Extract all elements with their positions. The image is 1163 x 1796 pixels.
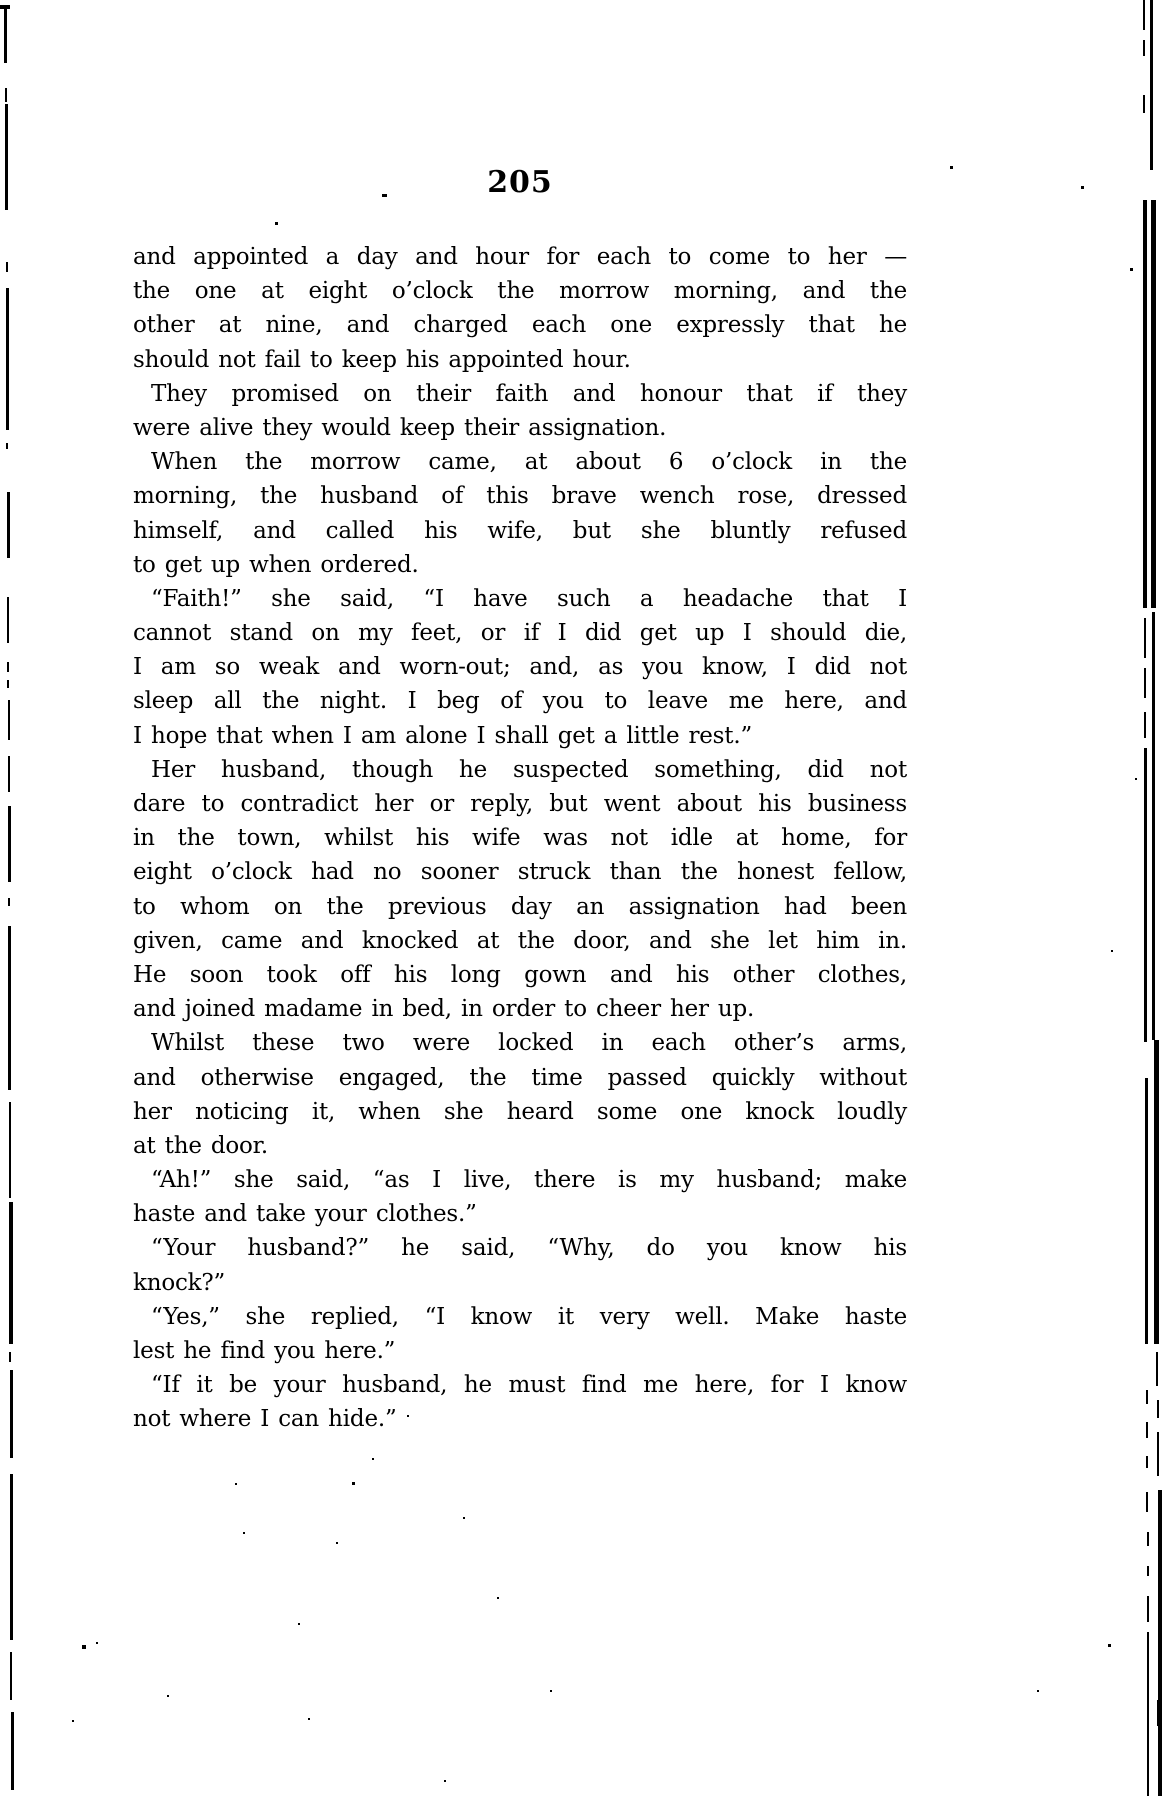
- text-line: should not fail to keep his appointed hour.: [133, 346, 631, 373]
- scan-artifact-mark: [1150, 0, 1153, 170]
- text-line: cannot stand on my feet, or if I did get up I should die,: [133, 620, 907, 647]
- text-line: “Yes,” she replied, “I know it very well. Make haste: [151, 1303, 907, 1330]
- scan-artifact-mark: [463, 1517, 465, 1519]
- text-line: and joined madame in bed, in order to cheer her up.: [133, 996, 755, 1023]
- text-line: her noticing it, when she heard some one knock loudly: [133, 1098, 907, 1125]
- scan-artifact-mark: [1143, 95, 1145, 113]
- scan-artifact-mark: [1146, 1390, 1148, 1404]
- scan-artifact-mark: [1147, 1632, 1149, 1796]
- scan-artifact-mark: [167, 1695, 169, 1697]
- scan-artifact-mark: [1143, 40, 1145, 56]
- scan-artifact-mark: [8, 926, 11, 1090]
- scan-artifact-mark: [10, 1474, 13, 1640]
- scan-artifact-mark: [8, 806, 11, 882]
- text-line: haste and take your clothes.”: [133, 1201, 477, 1228]
- scan-artifact-mark: [9, 1352, 11, 1362]
- scan-artifact-mark: [8, 700, 10, 740]
- text-line: I am so weak and worn-out; and, as you know, I did not: [133, 654, 907, 681]
- scan-artifact-mark: [1146, 1422, 1148, 1438]
- text-line: “Your husband?” he said, “Why, do you know his: [151, 1235, 907, 1262]
- scan-artifact-mark: [1144, 712, 1146, 738]
- text-line: When the morrow came, at about 6 o’clock in the: [151, 449, 907, 476]
- scan-artifact-mark: [1146, 1456, 1148, 1468]
- text-line: not where I can hide.”: [133, 1406, 397, 1433]
- text-line: “Faith!” she said, “I have such a headache that I: [151, 585, 907, 612]
- scan-artifact-mark: [1146, 1492, 1148, 1512]
- scan-artifact-mark: [298, 1623, 300, 1625]
- scan-artifact-mark: [1147, 1596, 1149, 1622]
- scan-artifact-mark: [1143, 0, 1145, 30]
- scan-artifact-mark: [243, 1532, 245, 1534]
- text-line: other at nine, and charged each one expressly that he: [133, 312, 907, 339]
- scan-artifact-mark: [1111, 950, 1113, 952]
- scan-artifact-mark: [8, 756, 10, 792]
- scan-artifact-mark: [352, 1482, 355, 1485]
- scan-artifact-mark: [372, 1458, 374, 1460]
- scan-artifact-mark: [1157, 1432, 1159, 1476]
- text-line: Whilst these two were locked in each other’s arms,: [151, 1030, 907, 1057]
- text-line: morning, the husband of this brave wench rose, dressed: [133, 483, 907, 510]
- text-line: were alive they would keep their assignation.: [133, 414, 667, 441]
- scan-artifact-mark: [1108, 1644, 1111, 1647]
- scan-artifact-mark: [1154, 1040, 1159, 1344]
- scan-artifact-mark: [6, 443, 8, 449]
- text-line: and otherwise engaged, the time passed quickly without: [133, 1064, 907, 1091]
- scan-artifact-mark: [10, 1652, 12, 1700]
- text-line: himself, and called his wife, but she bluntly refused: [133, 517, 907, 544]
- scan-artifact-mark: [1144, 668, 1146, 698]
- text-line: “Ah!” she said, “as I live, there is my husband; make: [151, 1167, 907, 1194]
- text-line: in the town, whilst his wife was not idle at home, for: [133, 825, 907, 852]
- page-number: 205: [487, 165, 553, 200]
- text-line: “If it be your husband, he must find me here, for I know: [151, 1372, 907, 1399]
- text-line: I hope that when I am alone I shall get a little rest.”: [133, 722, 752, 749]
- text-line: sleep all the night. I beg of you to leave me here, and: [133, 688, 907, 715]
- text-line: He soon took off his long gown and his other clothes,: [133, 961, 907, 988]
- scan-artifact-mark: [4, 8, 7, 63]
- scan-artifact-mark: [7, 597, 9, 643]
- scan-artifact-mark: [444, 1780, 446, 1782]
- scan-artifact-mark: [1037, 1690, 1039, 1692]
- scan-artifact-mark: [6, 262, 8, 272]
- text-line: They promised on their faith and honour that if they: [151, 380, 907, 407]
- scan-artifact-mark: [96, 1642, 98, 1644]
- scan-artifact-mark: [7, 680, 9, 688]
- text-line: to whom on the previous day an assignation had been: [133, 893, 907, 920]
- scan-artifact-mark: [1157, 1400, 1159, 1418]
- text-line: Her husband, though he suspected something, did not: [151, 756, 907, 783]
- scan-artifact-mark: [5, 104, 8, 210]
- scan-artifact-mark: [308, 1718, 310, 1720]
- scan-artifact-mark: [950, 166, 953, 169]
- text-line: and appointed a day and hour for each to come to her —: [133, 244, 907, 270]
- scan-artifact-mark: [1135, 778, 1137, 780]
- scan-artifact-mark: [82, 1645, 86, 1649]
- scan-artifact-mark: [1081, 186, 1084, 189]
- scan-artifact-mark: [9, 1202, 13, 1344]
- scan-artifact-mark: [9, 1102, 11, 1198]
- scan-artifact-mark: [1152, 612, 1155, 1040]
- scan-artifact-mark: [382, 194, 387, 197]
- page-text: [133, 240, 907, 1437]
- text-line: knock?”: [133, 1269, 226, 1296]
- scan-artifact-mark: [1130, 268, 1133, 271]
- scan-artifact-mark: [11, 1712, 14, 1790]
- scan-artifact-mark: [1147, 1532, 1149, 1546]
- scan-artifact-mark: [407, 1415, 409, 1417]
- scan-artifact-mark: [1151, 200, 1156, 608]
- scan-artifact-mark: [1156, 1352, 1158, 1386]
- scan-artifact-mark: [7, 662, 9, 672]
- scan-artifact-mark: [7, 492, 10, 558]
- scan-artifact-mark: [6, 288, 9, 430]
- text-line: lest he find you here.”: [133, 1338, 396, 1364]
- text-line: eight o’clock had no sooner struck than the honest fellow,: [133, 859, 907, 886]
- scan-artifact-mark: [1147, 1566, 1149, 1576]
- scan-artifact-mark: [336, 1542, 338, 1544]
- scan-artifact-mark: [8, 898, 10, 906]
- scan-artifact-mark: [1145, 1078, 1148, 1344]
- scan-artifact-mark: [550, 1690, 552, 1692]
- scan-artifact-mark: [275, 222, 278, 225]
- scan-artifact-mark: [1144, 748, 1147, 1042]
- scan-artifact-mark: [1158, 1490, 1162, 1796]
- scan-artifact-mark: [72, 1720, 74, 1722]
- text-line: given, came and knocked at the door, and she let him in.: [133, 927, 907, 954]
- scan-artifact-mark: [5, 88, 7, 102]
- text-line: to get up when ordered.: [133, 551, 419, 578]
- text-line: dare to contradict her or reply, but went about his business: [133, 791, 907, 817]
- text-line: at the door.: [133, 1132, 269, 1159]
- scan-artifact-mark: [1144, 618, 1146, 658]
- scan-artifact-mark: [1143, 200, 1147, 608]
- text-line: the one at eight o’clock the morrow morning, and the: [133, 278, 907, 305]
- scan-artifact-mark: [10, 1370, 13, 1458]
- scan-artifact-mark: [497, 1597, 499, 1599]
- scan-artifact-mark: [235, 1483, 237, 1485]
